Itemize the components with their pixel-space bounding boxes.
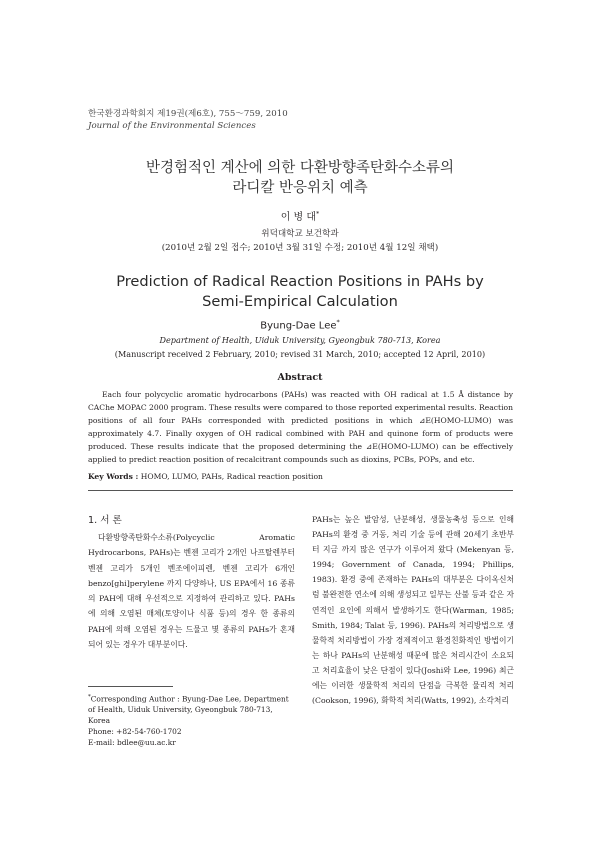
author-english <box>0 318 600 331</box>
manuscript-dates-ko: (2010년 2월 2일 접수; 2010년 3월 31일 수정; 2010년 4월 12일 채택) <box>161 243 439 253</box>
author-mark-en: * <box>336 318 340 326</box>
footnote-email: E-mail: bdlee@uu.ac.kr <box>88 738 176 748</box>
author-korean <box>0 208 600 223</box>
footnote-divider <box>88 686 173 687</box>
affiliation-korean <box>0 227 600 255</box>
footnote-phone: Phone: +82-54-760-1702 <box>88 727 182 737</box>
journal-name-en: Journal of the Environmental Sciences <box>88 121 256 131</box>
abstract-body <box>88 388 513 467</box>
author-mark-ko: * <box>316 209 320 218</box>
footnote-author-text: Corresponding Author : Byung-Dae Lee, Department of Health, Uiduk University, Gyeongbuk 780-713, Korea <box>88 694 289 726</box>
abstract-divider <box>88 490 513 491</box>
intro-paragraph-2: PAHs는 높은 발암성, 난분해성, 생물농축성 등으로 인해 PAHs의 환경 중 거동, 처리 기술 등에 관해 20세기 초반부터 지금 까지 많은 연구가 이루어져 왔다 (Mekenyan 등, 1994; Government of Canada, 1994; Phillips, 1983). 환경 중에 존재하는 PAHs의 대부분은 다이옥신처럼 불완전한 연소에 의해 생성되고 일부는 산불 등과 같은 자연적인 요인에 의해서 발생하기도 한다(Warman, 1985; Smith, 1984; Talat 등, 1996). PAHs의 처리방법으로 생물학적 처리방법이 가장 경제적이고 환경친화적인 방법이기는 하나 PAHs의 난분해성 때문에 많은 처리시간이 소요되고 처리효율이 낮은 단점이 있다(Joshi와 Lee, 1996) 최근에는 이러한 생물학적 처리의 단점을 극복한 물리적 처리 (Cookson, 1996), 화학적 처리(Watts, 1992), 소각처리 <box>312 515 514 706</box>
title-en-line-2: Semi-Empirical Calculation <box>202 293 398 310</box>
author-name-ko: 이 병 대 <box>280 212 317 223</box>
keywords-text: HOMO, LUMO, PAHs, Radical reaction position <box>138 472 323 481</box>
affiliation-dept-ko: 위덕대학교 보건학과 <box>261 229 339 239</box>
footnote-corresponding-author <box>88 692 295 748</box>
abstract-heading: Abstract <box>277 372 323 383</box>
manuscript-dates-en: (Manuscript received 2 February, 2010; revised 31 March, 2010; accepted 12 April, 2010) <box>114 348 486 359</box>
author-name-en: Byung-Dae Lee <box>260 320 337 332</box>
title-ko-line-1: 반경험적인 계산에 의한 다환방향족탄화수소류의 <box>146 160 454 176</box>
footnote-mark: * <box>88 694 91 700</box>
paper-title-korean <box>0 158 600 198</box>
paper-title-english <box>0 272 600 312</box>
affiliation-english <box>0 334 600 361</box>
keywords <box>88 472 513 481</box>
title-en-line-1: Prediction of Radical Reaction Positions in PAHs by <box>116 273 484 290</box>
footnote-author-line <box>88 692 295 726</box>
body-column-right <box>312 512 514 708</box>
journal-citation <box>88 108 288 132</box>
intro-paragraph-1: 다환방향족탄화수소류(Polycyclic Aromatic Hydrocarbons, PAHs)는 벤젠 고리가 2개인 나프탈렌부터 벤젠 고리가 5개인 벤조에이피렌, 벤젠 고리가 6개인 benzo[ghi]perylene 까지 다양하나, US EPA에서 16 종류의 PAH에 대해 우선적으로 지정하여 관리하고 있다. PAHs에 의해 오염된 매체(토양이나 식품 등)의 경우 한 종류의 PAH에 의해 오염된 경우는 드물고 몇 종류의 PAHs가 혼재되어 있는 경우가 대부분이다. <box>88 533 295 649</box>
abstract-text: Each four polycyclic aromatic hydrocarbons (PAHs) was reacted with OH radical at 1.5 Å distance by CAChe MOPAC 2000 program. These results were compared to those reported experimental results. Reaction positions of all four PAHs corresponded with predicted positions in which ⊿E(HOMO-LUMO) was approximately 4.7. Finally oxygen of OH radical combined with PAH and quinone form of products were produced. These results indicate that the proposed determining the ⊿E(HOMO-LUMO) can be effectively applied to predict reaction position of recalcitrant compounds such as dioxins, PCBs, POPs, and etc. <box>88 390 513 465</box>
title-ko-line-2: 라디칼 반응위치 예측 <box>232 180 368 196</box>
body-column-left <box>88 530 295 652</box>
keywords-label: Key Words : <box>88 472 139 481</box>
journal-citation-ko: 한국환경과학회지 제19권(제6호), 755～759, 2010 <box>88 109 288 119</box>
affiliation-dept-en: Department of Health, Uiduk University, Gyeongbuk 780-713, Korea <box>159 335 441 345</box>
section-heading-introduction: 1. 서 론 <box>88 515 122 526</box>
